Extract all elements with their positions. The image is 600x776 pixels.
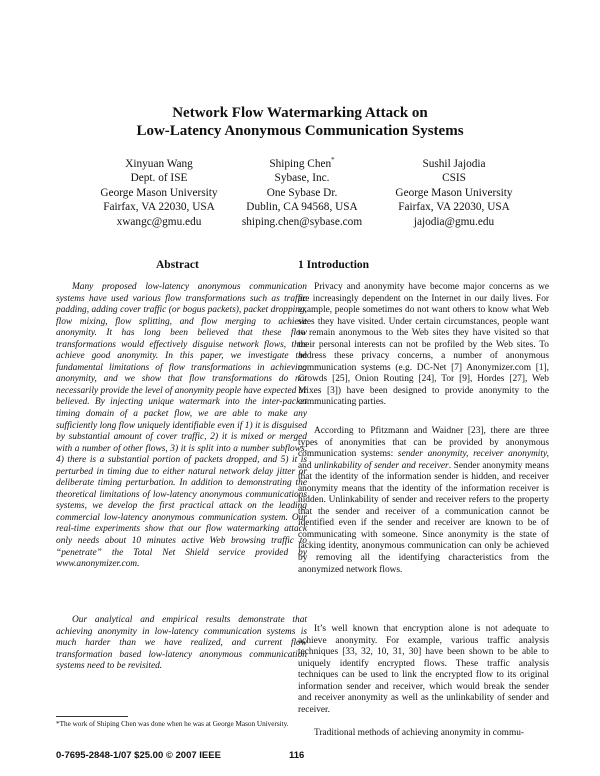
footnote-mark: * [331,156,335,165]
paper-title-line-1: Network Flow Watermarking Attack on [172,105,428,121]
author-name: Shiping Chen [269,158,332,170]
intro-paragraph-3: It’s well known that encryption alone is not adequate to achieve anonymity. For example, various traffic analysis techniques [33, 32, 10, 31, 30] have been shown to be able to uniquely identify encrypted flows. These traffic analysis techniques can be used to link the encrypted flow to its original information sender and receiver, which would break the sender and receiver anonymity as well as the unlinkability of sender and receiver. [298,624,549,715]
author-name: Xinyuan Wang [125,158,193,170]
author-dept: Sybase, Inc. [274,172,330,185]
paper-title-line-2: Low-Latency Anonymous Communication Systems [136,123,464,139]
intro-heading: 1 Introduction [298,259,370,271]
copyright-line: 0-7695-2848-1/07 $25.00 © 2007 IEEE [56,750,221,761]
abstract-paragraph-2: Our analytical and empirical results demonstrate that achieving anonymity in low-latency communication systems is much harder than we have realized, and current flow transformation based low-latency anonymous communication systems need to be revisited. [56,615,307,672]
intro-paragraph-1: Privacy and anonymity have become major concerns as we are increasingly dependent on the Internet in our daily lives. For example, people sometimes do not want others to know what Web sites they have visited. Under certain circumstances, people want to remain anonymous to the Web sites they have visited so that their personal interests can not be profiled by the Web sites. To address these privacy concerns, a number of anonymous communication systems (e.g. DC-Net [7] Anonymizer.com [1], Crowds [25], Onion Routing [24], Tor [9], Hordes [27], Web Mixes [3]) have been designed to provide anonymity to the communicating parties. [298,282,549,408]
intro-paragraph-2: According to Pfitzmann and Waidner [23], there are three types of anonymities that can be provided by anonymous communication systems: sender anonymity, receiver anonymity, and unlinkability of sender and receiver. Sender anonymity means that the identity of the information sender is hidden, and receiver anonymity means that the identity of the information receiver is hidden. Unlinkability of sender and receiver refers to the property that the sender and receiver of a communication cannot be identified even if the sender and receiver are known to be of communicating with someone. Since anonymity is the state of lacking identity, anonymous communication can only be achieved by removing all the identifying characteristics from the anonymized network flows. [298,426,549,575]
author-email: xwangc@gmu.edu [116,215,202,228]
author-name: Sushil Jajodia [422,158,486,170]
author-email: jajodia@gmu.edu [413,215,495,228]
page-number: 116 [289,750,305,761]
author-org: George Mason University [100,186,218,199]
author-block-3 [364,157,544,229]
abstract-paragraph-1: Many proposed low-latency anonymous communication systems have used various flow transformations such as traffic padding, adding cover traffic (or bogus packets), packet dropping, flow mixing, flow splitting, and flow merging to achieve anonymity. It has long been believed that these flow transformations would effectively disguise network flows, thus achieve good anonymity. In this paper, we investigate the fundamental limitations of flow transformations in achieving anonymity, and we show that flow transformations do not necessarily provide the level of anonymity people have expected or believed. By injecting unique watermark into the inter-packet timing domain of a packet flow, we are able to make any sufficiently long flow uniquely identifiable even if 1) it is disguised by substantial amount of cover traffic, 2) it is mixed or merged with a number of other flows, 3) it is split into a number subflows, 4) there is a substantial portion of packets dropped, and 5) it is perturbed in timing due to either natural network delay jitter or deliberate timing perturbation. In addition to demonstrating the theoretical limitations of low-latency anonymous communications systems, we develop the first practical attack on the leading commercial low-latency anonymous communication system. Our real-time experiments show that our flow watermarking attack only needs about 10 minutes active Web browsing traffic to “penetrate” the Total Net Shield service provided by www.anonymizer.com. [56,282,307,570]
author-dept: Dept. of ISE [130,172,188,185]
abstract-heading: Abstract [156,259,199,271]
author-address: Fairfax, VA 22030, USA [103,201,215,214]
author-org: One Sybase Dr. [266,186,338,199]
footnote-divider [56,716,128,717]
author-address: Dublin, CA 94568, USA [246,201,358,214]
intro-paragraph-4: Traditional methods of achieving anonymity in commu- [314,728,525,738]
author-email: shiping.chen@sybase.com [241,215,363,228]
author-dept: CSIS [442,172,466,185]
author-address: Fairfax, VA 22030, USA [398,201,510,214]
footnote: *The work of Shiping Chen was done when he was at George Mason University. [56,720,289,728]
author-org: George Mason University [395,186,513,199]
